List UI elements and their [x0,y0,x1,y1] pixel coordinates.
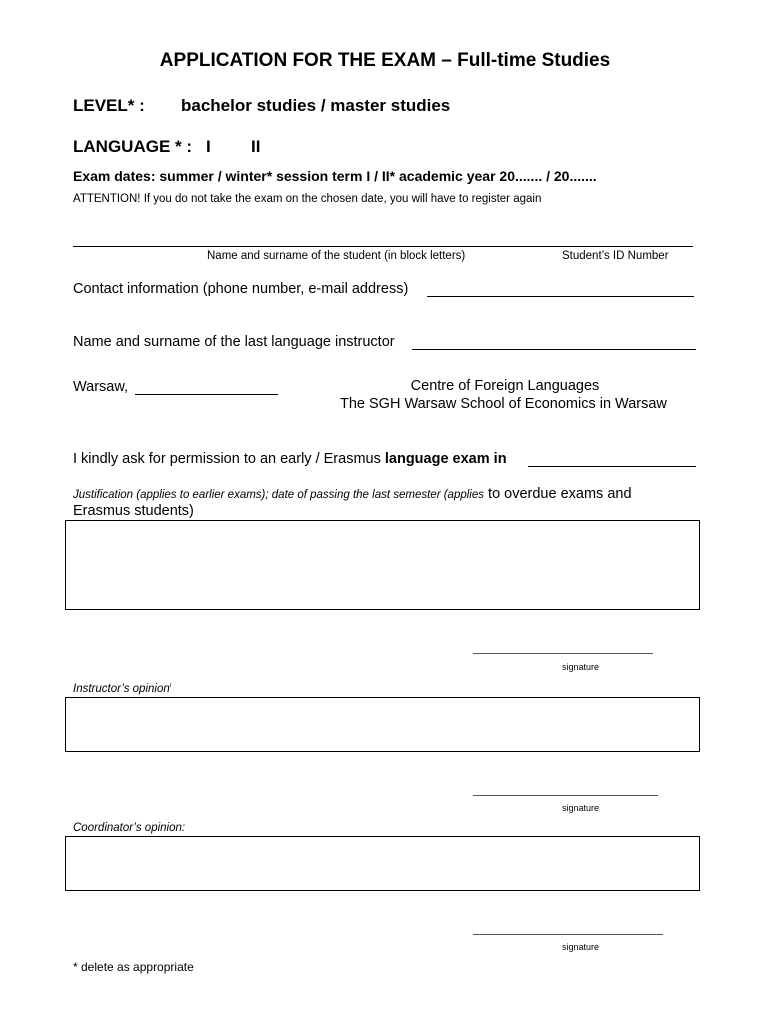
coordinator-opinion-label: Coordinator’s opinion: [73,822,186,834]
footnote: * delete as appropriate [73,960,194,974]
instructor-opinion-marker: i [169,683,172,690]
coordinator-opinion-box[interactable] [65,836,700,891]
request-bold: language exam in [384,451,507,467]
instructor-opinion-text: Instructor’s opinion [73,683,170,695]
contact-info-field[interactable] [427,283,694,297]
instructor-opinion-box[interactable] [65,697,700,752]
exam-dates-line: Exam dates: summer / winter* session term I / II* academic year 20....... / 20....... [73,168,597,184]
justification-box[interactable] [65,520,700,610]
recipient-line-1: Centre of Foreign Languages [410,378,600,394]
instructor-opinion-label [73,683,171,695]
place-label: Warsaw, [73,379,129,395]
signature-line-1[interactable] [473,645,653,654]
signature-line-2[interactable] [473,787,658,796]
language-label: LANGUAGE * : [73,137,192,156]
justification-italic: Justification (applies to earlier exams); date of passing the last semester (applies [73,489,485,501]
attention-note: ATTENTION! If you do not take the exam on the chosen date, you will have to register again [73,193,542,205]
instructor-name-field[interactable] [412,336,696,350]
student-name-label: Name and surname of the student (in block letters) [207,250,466,262]
exam-language-field[interactable] [528,453,696,467]
contact-info-label: Contact information (phone number, e-mail address) [73,281,409,297]
recipient-line-2: The SGH Warsaw School of Economics in Warsaw [340,396,667,412]
signature-label-3: signature [562,942,600,952]
instructor-name-label: Name and surname of the last language instructor [73,334,395,350]
justification-regular: to overdue exams and [484,486,632,502]
signature-line-3[interactable] [473,926,663,935]
date-field[interactable] [135,381,278,395]
request-prefix: I kindly ask for permission to an early / Erasmus [73,451,385,467]
level-value: bachelor studies / master studies [181,96,451,115]
student-name-id-field[interactable] [73,236,693,247]
justification-second-line: Erasmus students) [73,503,194,519]
justification-label [73,485,632,503]
language-option-2[interactable]: II [251,137,261,156]
level-label: LEVEL* : [73,96,145,115]
page-title: APPLICATION FOR THE EXAM – Full-time Studies [159,50,611,71]
signature-label-2: signature [562,803,600,813]
signature-label-1: signature [562,662,600,672]
student-id-label: Student’s ID Number [562,250,669,262]
language-option-1[interactable]: I [206,137,211,156]
request-text [73,451,507,467]
